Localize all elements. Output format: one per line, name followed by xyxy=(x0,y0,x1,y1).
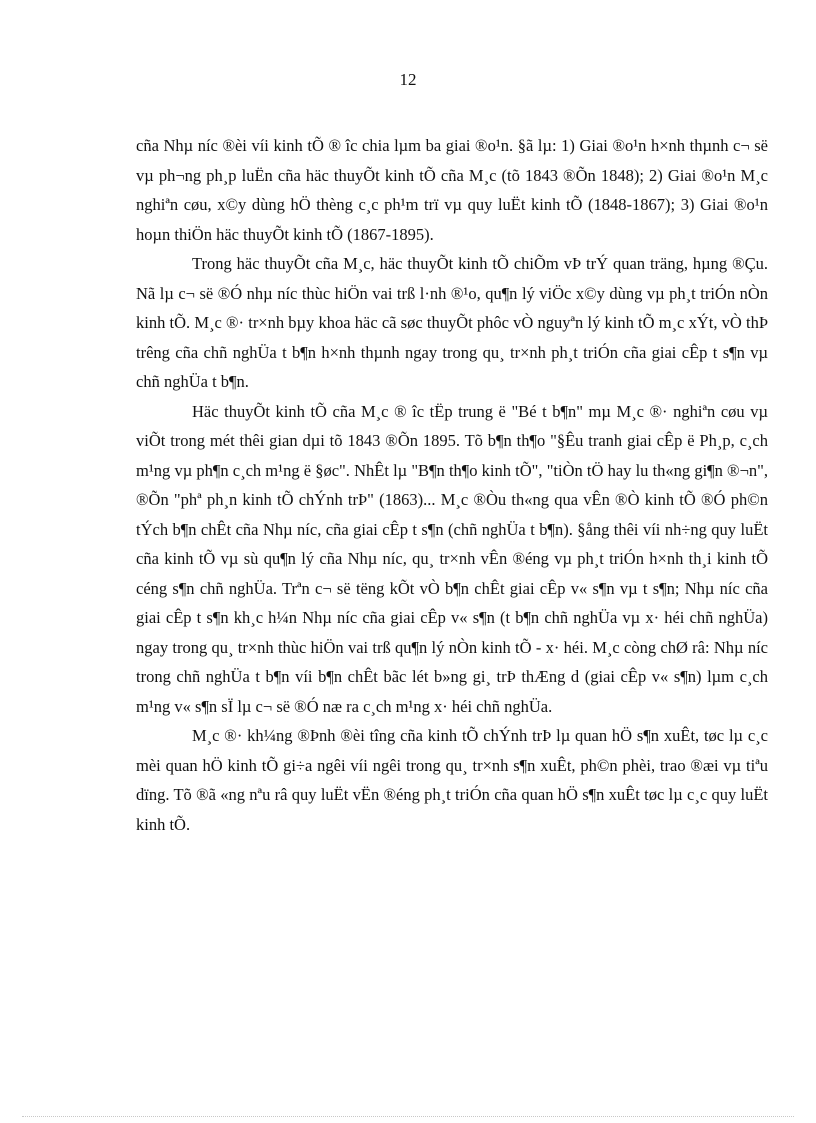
paragraph-production-relations: M¸c ®· kh¼ng ®Þnh ®èi tîng cña kinh tÕ chÝnh trÞ lµ quan hÖ s¶n xuÊt, tøc lµ c¸c mèi quan hÖ kinh tÕ gi÷a ngêi víi ngêi trong qu¸ tr×nh s¶n xuÊt, ph©n phèi, trao ®æi vµ tiªu dïng. Tõ ®ã «ng nªu râ quy luËt vËn ®éng ph¸t triÓn cña quan hÖ s¶n xuÊt tøc lµ c¸c quy luËt kinh tÕ. xyxy=(136,726,768,834)
paragraph-continuation: cña Nhµ níc ®èi víi kinh tÕ ® îc chia lµm ba giai ®o¹n. §ã lµ: 1) Giai ®o¹n h×nh thµnh c¬ së vµ ph¬ng ph¸p luËn cña häc thuyÕt kinh tÕ cña M¸c (tõ 1843 ®Õn 1848); 2) Giai ®o¹n M¸c nghiªn cøu, x©y dùng hÖ thèng c¸c ph¹m trï vµ quy luËt kinh tÕ (1848-1867); 3) Giai ®o¹n hoµn thiÖn häc thuyÕt kinh tÕ (1867-1895). xyxy=(136,136,768,244)
page-number: 12 xyxy=(399,70,417,89)
bottom-dotted-rule xyxy=(22,1116,794,1117)
document-body xyxy=(136,131,768,839)
paragraph-economic-theory: Trong häc thuyÕt cña M¸c, häc thuyÕt kinh tÕ chiÕm vÞ trÝ quan träng, hµng ®Çu. Nã lµ c¬ së ®Ó nhµ níc thùc hiÖn vai trß l·nh ®¹o, qu¶n lý viÖc x©y dùng vµ ph¸t triÓn nÒn kinh tÕ. M¸c ®· tr×nh bµy khoa häc cã søc thuyÕt phôc vÒ nguyªn lý kinh tÕ m¸c xÝt, vÒ thÞ trêng cña chñ nghÜa t b¶n h×nh thµnh ngay trong qu¸ tr×nh ph¸t triÓn cña giai cÊp t s¶n vµ chñ nghÜa t b¶n. xyxy=(136,254,768,391)
paragraph-capital: Häc thuyÕt kinh tÕ cña M¸c ® îc tËp trung ë "Bé t b¶n" mµ M¸c ®· nghiªn cøu vµ viÕt trong mét thêi gian dµi tõ 1843 ®Õn 1895. Tõ b¶n th¶o "§Êu tranh giai cÊp ë Ph¸p, c¸ch m¹ng vµ ph¶n c¸ch m¹ng ë §øc". NhÊt lµ "B¶n th¶o kinh tÕ", "tiÒn tÖ hay lu th«ng gi¶n ®¬n", ®Õn "phª ph¸n kinh tÕ chÝnh trÞ" (1863)... M¸c ®Òu th«ng qua vÊn ®Ò kinh tÕ ®Ó ph©n tÝch b¶n chÊt cña Nhµ níc, cña giai cÊp t s¶n (chñ nghÜa t b¶n). §ång thêi víi nh÷ng quy luËt cña kinh tÕ vµ sù qu¶n lý cña Nhµ níc, qu¸ tr×nh vÊn ®éng vµ ph¸t triÓn h×nh th¸i kinh tÕ céng s¶n chñ nghÜa. Trªn c¬ së tëng kÕt vÒ b¶n chÊt giai cÊp v« s¶n vµ t s¶n; Nhµ níc cña giai cÊp t s¶n kh¸c h¼n Nhµ níc cña giai cÊp v« s¶n (t b¶n chñ nghÜa vµ x· héi chñ nghÜa) ngay trong qu¸ tr×nh thùc hiÖn vai trß qu¶n lý nÒn kinh tÕ - x· héi. M¸c còng chØ râ: Nhµ níc trong chñ nghÜa t b¶n víi b¶n chÊt bãc lét b»ng gi¸ trÞ thÆng d (giai cÊp v« s¶n) lµm c¸ch m¹ng v« s¶n sÏ lµ c¬ së ®Ó næ ra c¸ch m¹ng x· héi chñ nghÜa. xyxy=(136,401,768,716)
